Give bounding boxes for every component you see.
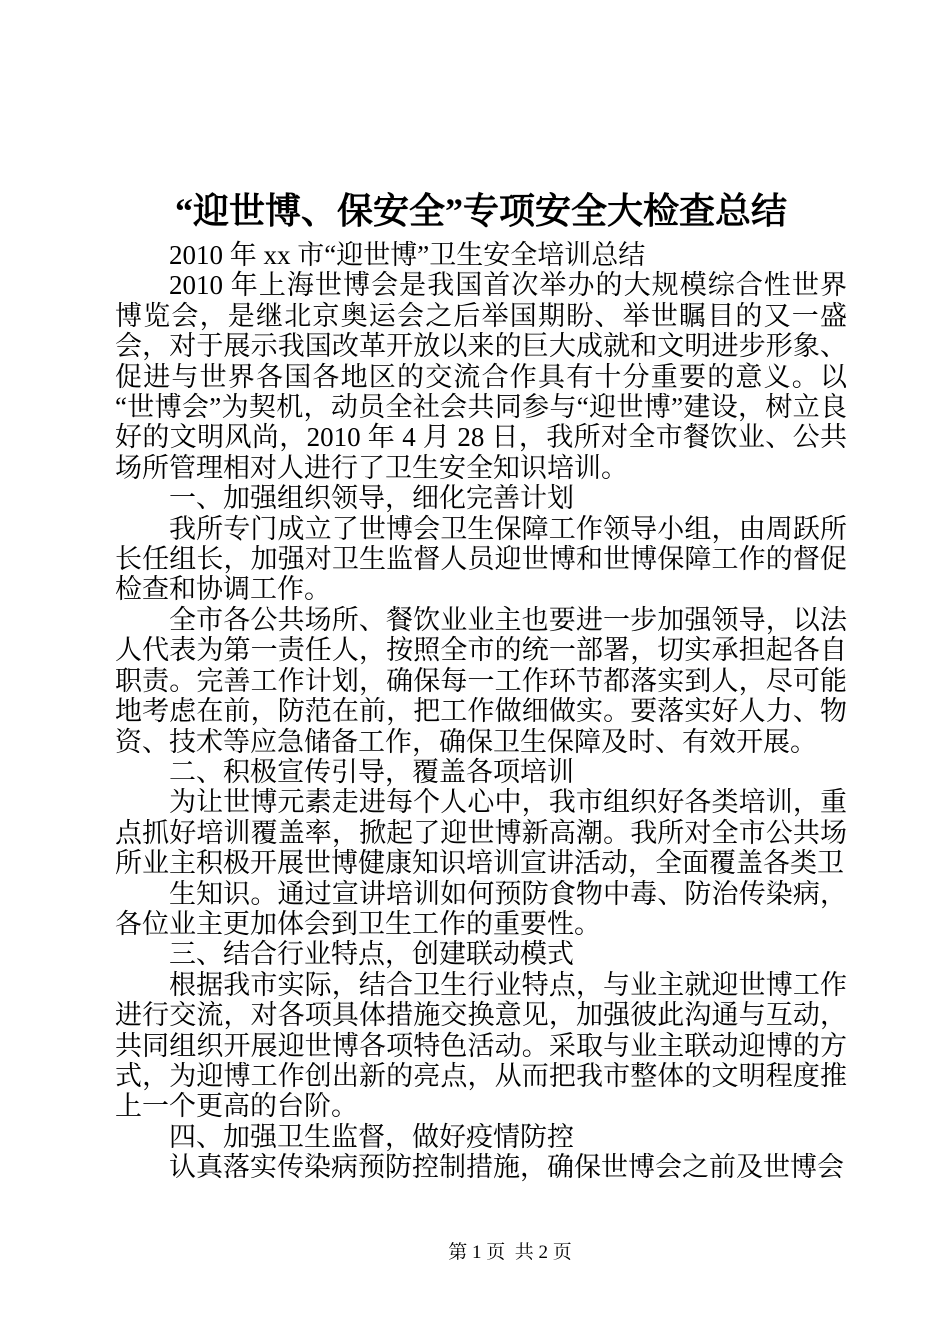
paragraph-intro: 2010 年上海世博会是我国首次举办的大规模综合性世界博览会，是继北京奥运会之后举国期盼、举世瞩目的又一盛会，对于展示我国改革开放以来的巨大成就和文明进步形象、促进与世界各国各地区的交流合作具有十分重要的意义。以“世博会”为契机，动员全社会共同参与“迎世博”建设，树立良好的文明风尚，2010 年 4 月 28 日，我所对全市餐饮业、公共场所管理相对人进行了卫生安全知识培训。: [115, 270, 847, 483]
paragraph-section-4a: 认真落实传染病预防控制措施，确保世博会之前及世博会: [169, 1152, 844, 1183]
paragraph-section-2a: 为让世博元素走进每个人心中，我市组织好各类培训，重点抓好培训覆盖率，掀起了迎世博新高潮。我所对全市公共场所业主积极开展世博健康知识培训宣讲活动，全面覆盖各类卫: [115, 787, 847, 879]
paragraph-heading-3: 三、结合行业特点，创建联动模式: [169, 939, 574, 970]
paragraph-subtitle: 2010 年 xx 市“迎世博”卫生安全培训总结: [169, 240, 646, 270]
paragraph-section-2b: 生知识。通过宣讲培训如何预防食物中毒、防治传染病，各位业主更加体会到卫生工作的重要性。: [115, 878, 847, 939]
paragraph-heading-1: 一、加强组织领导，细化完善计划: [169, 483, 574, 514]
paragraph-section-1a: 我所专门成立了世博会卫生保障工作领导小组，由周跃所长任组长，加强对卫生监督人员迎世博和世博保障工作的督促检查和协调工作。: [115, 513, 847, 605]
document-body: [115, 190, 847, 1183]
page-number-label: 第 1 页 共 2 页: [448, 1242, 572, 1263]
page-footer: [0, 1241, 950, 1265]
paragraph-section-3a: 根据我市实际，结合卫生行业特点，与业主就迎世博工作进行交流，对各项具体措施交换意见，加强彼此沟通与互动，共同组织开展迎世博各项特色活动。采取与业主联动迎博的方式，为迎博工作创出新的亮点，从而把我市整体的文明程度推上一个更高的台阶。: [115, 969, 847, 1122]
document-title: “迎世博、保安全”专项安全大检查总结: [174, 191, 787, 231]
paragraph-heading-2: 二、积极宣传引导，覆盖各项培训: [169, 756, 574, 787]
paragraph-section-1b: 全市各公共场所、餐饮业业主也要进一步加强领导，以法人代表为第一责任人，按照全市的统一部署，切实承担起各自职责。完善工作计划，确保每一工作环节都落实到人，尽可能地考虑在前，防范在前，把工作做细做实。要落实好人力、物资、技术等应急储备工作，确保卫生保障及时、有效开展。: [115, 604, 847, 757]
paragraph-heading-4: 四、加强卫生监督，做好疫情防控: [169, 1121, 574, 1152]
